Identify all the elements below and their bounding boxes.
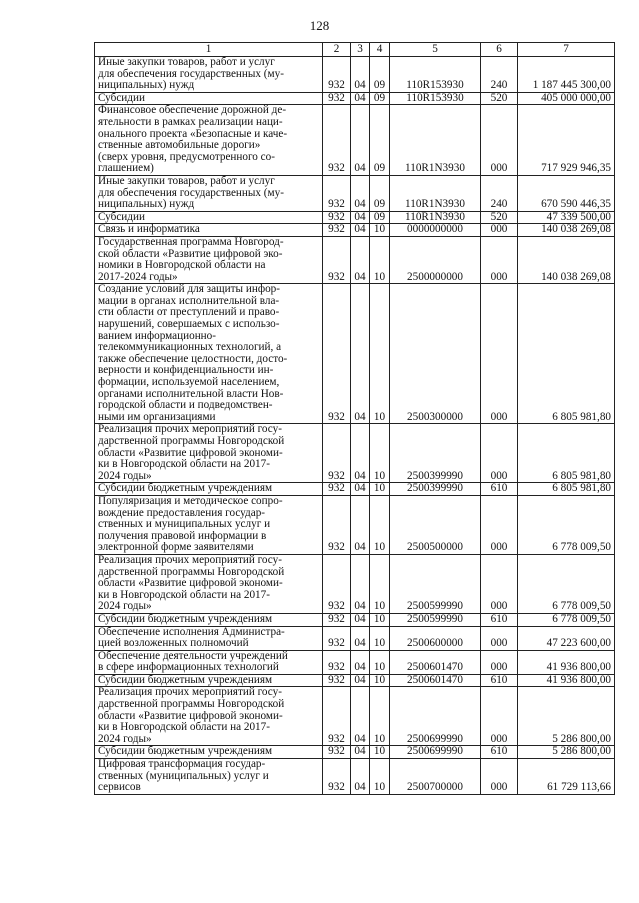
table-row [95,746,615,759]
target-article-cell: 2500300000 [390,284,481,424]
expense-type-cell: 610 [481,674,518,687]
row-name-cell: Реализация прочих мероприятий госу- дарственной программы Новгородской области «Развитие цифровой экономи- ки в Новгородской области на 2017- 2024 годы» [95,687,323,746]
amount-cell: 6 778 009,50 [518,495,615,554]
amount-cell: 405 000 000,00 [518,92,615,105]
section-cell: 04 [351,746,370,759]
amount-cell: 5 286 800,00 [518,746,615,759]
subsection-cell: 10 [370,554,390,613]
gov-code-cell: 932 [323,236,351,283]
gov-code-cell: 932 [323,424,351,483]
section-cell: 04 [351,175,370,211]
expense-type-cell: 000 [481,495,518,554]
expense-type-cell: 240 [481,57,518,93]
subsection-cell: 10 [370,650,390,674]
row-name-cell: Создание условий для защиты инфор- мации в органах исполнительной вла- сти области от преступлений и право- нарушений, совершаемых с использо- ванием информационно- телекоммуникационных технологий, а также обеспечение целостности, досто- верности и конфиденциальности ин- формации, используемой населением, органами исполнительной власти Нов- городской области и подведомствен- ными им организациями [95,284,323,424]
target-article-cell: 110R1N3930 [390,105,481,176]
header-cell: 5 [390,43,481,57]
row-name-cell: Субсидии [95,211,323,224]
table-row [95,554,615,613]
amount-cell: 6 805 981,80 [518,424,615,483]
subsection-cell: 10 [370,224,390,237]
target-article-cell: 0000000000 [390,224,481,237]
amount-cell: 140 038 269,08 [518,224,615,237]
amount-cell: 5 286 800,00 [518,687,615,746]
section-cell: 04 [351,687,370,746]
header-cell: 6 [481,43,518,57]
subsection-cell: 09 [370,92,390,105]
expense-type-cell: 610 [481,483,518,496]
subsection-cell: 10 [370,495,390,554]
target-article-cell: 110R153930 [390,57,481,93]
gov-code-cell: 932 [323,483,351,496]
table-row [95,650,615,674]
amount-cell: 6 778 009,50 [518,613,615,626]
target-article-cell: 2500700000 [390,759,481,795]
gov-code-cell: 932 [323,284,351,424]
expense-type-cell: 000 [481,650,518,674]
gov-code-cell: 932 [323,759,351,795]
subsection-cell: 10 [370,674,390,687]
subsection-cell: 10 [370,424,390,483]
subsection-cell: 10 [370,759,390,795]
expense-type-cell: 000 [481,284,518,424]
header-cell: 3 [351,43,370,57]
table-row [95,483,615,496]
row-name-cell: Связь и информатика [95,224,323,237]
row-name-cell: Субсидии [95,92,323,105]
table-row [95,613,615,626]
expense-type-cell: 610 [481,613,518,626]
target-article-cell: 2500601470 [390,650,481,674]
target-article-cell: 2500399990 [390,424,481,483]
subsection-cell: 09 [370,57,390,93]
row-name-cell: Государственная программа Новгород- ской области «Развитие цифровой эко- номики в Новгородской области на 2017-2024 годы» [95,236,323,283]
target-article-cell: 2500599990 [390,554,481,613]
expense-type-cell: 000 [481,424,518,483]
target-article-cell: 2500699990 [390,746,481,759]
subsection-cell: 10 [370,687,390,746]
table-row [95,211,615,224]
target-article-cell: 110R1N3930 [390,175,481,211]
table-row [95,175,615,211]
gov-code-cell: 932 [323,650,351,674]
gov-code-cell: 932 [323,687,351,746]
gov-code-cell: 932 [323,175,351,211]
gov-code-cell: 932 [323,92,351,105]
table-row [95,626,615,650]
row-name-cell: Субсидии бюджетным учреждениям [95,613,323,626]
section-cell: 04 [351,57,370,93]
table-row [95,424,615,483]
row-name-cell: Иные закупки товаров, работ и услуг для обеспечения государственных (му- ниципальных) нужд [95,57,323,93]
header-row [95,43,615,57]
subsection-cell: 10 [370,626,390,650]
table-row [95,284,615,424]
section-cell: 04 [351,495,370,554]
table-row [95,224,615,237]
expense-type-cell: 000 [481,236,518,283]
target-article-cell: 2500599990 [390,613,481,626]
amount-cell: 47 223 600,00 [518,626,615,650]
expense-type-cell: 000 [481,224,518,237]
expense-type-cell: 000 [481,554,518,613]
header-cell: 4 [370,43,390,57]
gov-code-cell: 932 [323,224,351,237]
table-row [95,759,615,795]
expense-type-cell: 000 [481,626,518,650]
row-name-cell: Реализация прочих мероприятий госу- дарственной программы Новгородской области «Развитие цифровой экономи- ки в Новгородской области на 2017- 2024 годы» [95,424,323,483]
row-name-cell: Обеспечение исполнения Администра- цией возложенных полномочий [95,626,323,650]
gov-code-cell: 932 [323,746,351,759]
subsection-cell: 10 [370,483,390,496]
gov-code-cell: 932 [323,674,351,687]
amount-cell: 6 778 009,50 [518,554,615,613]
section-cell: 04 [351,211,370,224]
amount-cell: 1 187 445 300,00 [518,57,615,93]
table-row [95,687,615,746]
gov-code-cell: 932 [323,554,351,613]
subsection-cell: 09 [370,211,390,224]
budget-table [94,42,615,795]
amount-cell: 6 805 981,80 [518,483,615,496]
amount-cell: 717 929 946,35 [518,105,615,176]
header-cell: 7 [518,43,615,57]
header-cell: 1 [95,43,323,57]
section-cell: 04 [351,424,370,483]
expense-type-cell: 610 [481,746,518,759]
section-cell: 04 [351,236,370,283]
amount-cell: 41 936 800,00 [518,650,615,674]
gov-code-cell: 932 [323,495,351,554]
amount-cell: 47 339 500,00 [518,211,615,224]
gov-code-cell: 932 [323,105,351,176]
target-article-cell: 2500600000 [390,626,481,650]
section-cell: 04 [351,650,370,674]
subsection-cell: 10 [370,284,390,424]
amount-cell: 61 729 113,66 [518,759,615,795]
table-row [95,57,615,93]
subsection-cell: 09 [370,105,390,176]
target-article-cell: 2500399990 [390,483,481,496]
row-name-cell: Обеспечение деятельности учреждений в сфере информационных технологий [95,650,323,674]
row-name-cell: Цифровая трансформация государ- ственных (муниципальных) услуг и сервисов [95,759,323,795]
target-article-cell: 110R1N3930 [390,211,481,224]
section-cell: 04 [351,224,370,237]
section-cell: 04 [351,759,370,795]
expense-type-cell: 000 [481,759,518,795]
section-cell: 04 [351,105,370,176]
amount-cell: 670 590 446,35 [518,175,615,211]
section-cell: 04 [351,554,370,613]
section-cell: 04 [351,483,370,496]
row-name-cell: Субсидии бюджетным учреждениям [95,483,323,496]
expense-type-cell: 520 [481,92,518,105]
header-cell: 2 [323,43,351,57]
row-name-cell: Финансовое обеспечение дорожной де- ятельности в рамках реализации наци- онального проекта «Безопасные и каче- ственные автомобильные дороги» (сверх уровня, предусмотренного со- глашением) [95,105,323,176]
section-cell: 04 [351,613,370,626]
gov-code-cell: 932 [323,211,351,224]
target-article-cell: 2500500000 [390,495,481,554]
target-article-cell: 2500601470 [390,674,481,687]
expense-type-cell: 240 [481,175,518,211]
section-cell: 04 [351,626,370,650]
page-number: 128 [309,18,330,33]
amount-cell: 140 038 269,08 [518,236,615,283]
section-cell: 04 [351,674,370,687]
table-row [95,495,615,554]
gov-code-cell: 932 [323,613,351,626]
amount-cell: 41 936 800,00 [518,674,615,687]
target-article-cell: 110R153930 [390,92,481,105]
table-row [95,105,615,176]
row-name-cell: Иные закупки товаров, работ и услуг для обеспечения государственных (му- ниципальных) нужд [95,175,323,211]
subsection-cell: 10 [370,236,390,283]
section-cell: 04 [351,284,370,424]
expense-type-cell: 520 [481,211,518,224]
gov-code-cell: 932 [323,57,351,93]
subsection-cell: 09 [370,175,390,211]
row-name-cell: Субсидии бюджетным учреждениям [95,674,323,687]
expense-type-cell: 000 [481,687,518,746]
expense-type-cell: 000 [481,105,518,176]
row-name-cell: Реализация прочих мероприятий госу- дарственной программы Новгородской области «Развитие цифровой экономи- ки в Новгородской области на 2017- 2024 годы» [95,554,323,613]
target-article-cell: 2500000000 [390,236,481,283]
subsection-cell: 10 [370,613,390,626]
gov-code-cell: 932 [323,626,351,650]
amount-cell: 6 805 981,80 [518,284,615,424]
table-row [95,92,615,105]
row-name-cell: Популяризация и методическое сопро- вождение предоставления государ- ственных и муниципальных услуг и получения правовой информации в электронной форме заявителями [95,495,323,554]
subsection-cell: 10 [370,746,390,759]
table-row [95,674,615,687]
row-name-cell: Субсидии бюджетным учреждениям [95,746,323,759]
target-article-cell: 2500699990 [390,687,481,746]
table-row [95,236,615,283]
section-cell: 04 [351,92,370,105]
